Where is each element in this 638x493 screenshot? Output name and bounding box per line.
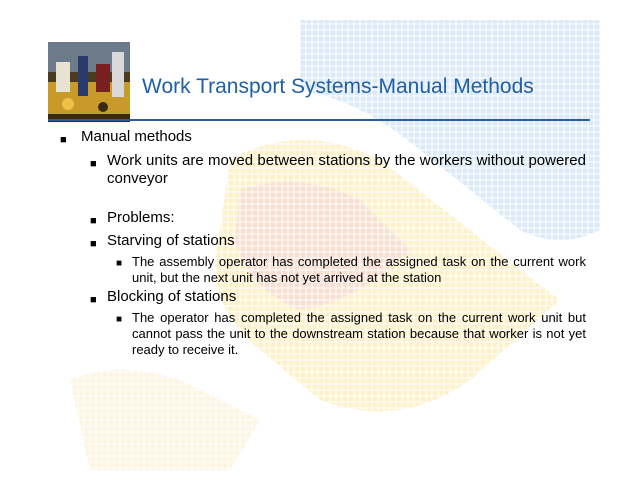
bullet-square-icon: ■ xyxy=(60,134,67,146)
bullet-problems xyxy=(90,209,586,227)
bullet-square-icon: ■ xyxy=(116,314,123,325)
bullet-square-icon: ■ xyxy=(116,258,123,269)
bullet-square-icon: ■ xyxy=(90,238,97,250)
bullet-text: Blocking of stations xyxy=(107,288,237,305)
bullet-starving-detail xyxy=(116,254,586,286)
bullet-manual-methods xyxy=(60,128,600,146)
bullet-text: The assembly operator has completed the assigned task on the current work unit, but the next unit has not yet arrived at the station xyxy=(132,254,586,285)
bullet-text: Work units are moved between stations by the workers without powered conveyor xyxy=(107,152,586,187)
bullet-text: The operator has completed the assigned task on the current work unit but cannot pass the unit to the downstream station because that worker is not yet ready to receive it. xyxy=(132,310,586,357)
bullet-square-icon: ■ xyxy=(90,215,97,227)
bullet-work-units-moved xyxy=(90,152,586,188)
bullet-blocking-detail xyxy=(116,310,586,358)
bullet-text: Problems: xyxy=(107,209,175,226)
bullet-blocking-of-stations xyxy=(90,288,586,306)
bullet-starving-of-stations xyxy=(90,232,586,250)
bullet-text: Starving of stations xyxy=(107,232,235,249)
bullet-square-icon: ■ xyxy=(90,294,97,306)
bullet-square-icon: ■ xyxy=(90,158,97,170)
bullet-text: Manual methods xyxy=(81,128,192,145)
slide-title: Work Transport Systems-Manual Methods xyxy=(142,75,534,98)
